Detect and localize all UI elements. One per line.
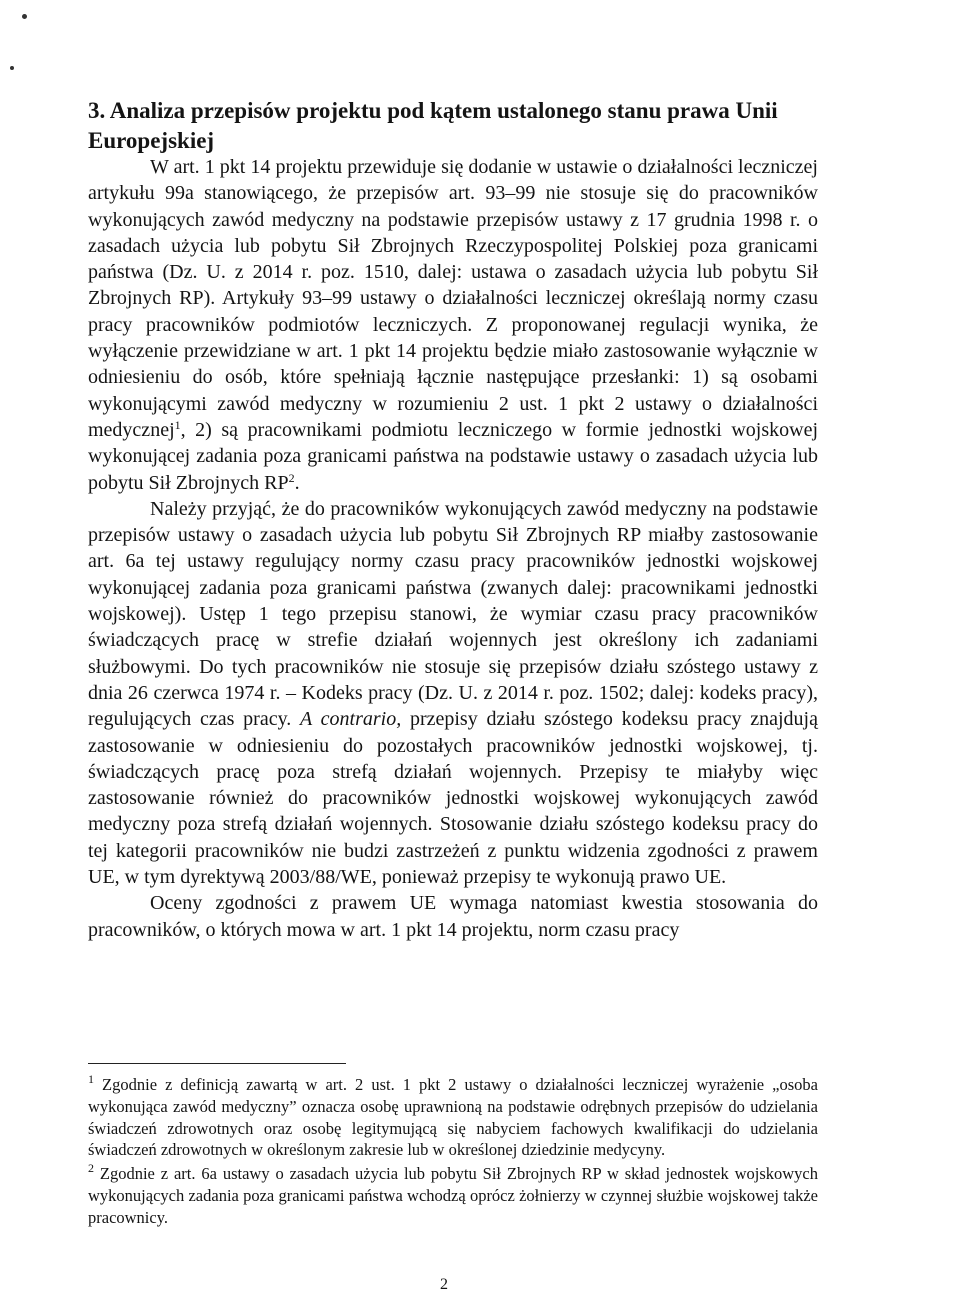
page-number: 2 <box>440 1276 448 1293</box>
paragraph-2-text-a: Należy przyjąć, że do pracowników wykonujących zawód medyczny na podstawie przepisów ustawy o zasadach użycia lub pobytu Sił Zbrojnych RP miałby zastosowanie art. 6a tej ustawy regulujący normy czasu pracy pracowników jednostki wojskowej wykonującej zadania poza granicami państwa (zwanych dalej: pracownikami jednostki wojskowej). Ustęp 1 tego przepisu stanowi, że wymiar czasu pracy pracowników świadczących pracę w strefie działań wojennych jest określony ich zadaniami służbowymi. Do tych pracowników nie stosuje się przepisów działu szóstego ustawy z dnia 26 czerwca 1974 r. – Kodeks pracy (Dz. U. z 2014 r. poz. 1502; dalej: kodeks pracy), regulujących czas pracy. <box>88 497 818 731</box>
paragraph-1-text-c: . <box>294 471 300 494</box>
paragraph-2-italic: A contrario, <box>300 708 402 731</box>
footnote-divider <box>88 1063 346 1064</box>
scan-speck <box>22 14 27 19</box>
section-heading <box>88 96 828 156</box>
section-title: Analiza przepisów projektu pod kątem ustalonego stanu prawa Unii Europejskiej <box>88 98 778 153</box>
footnote-1-marker: 1 <box>88 1072 94 1086</box>
body-text <box>88 154 818 943</box>
paragraph-1-text-a: W art. 1 pkt 14 projektu przewiduje się dodanie w ustawie o działalności leczniczej artykułu 99a stanowiącego, że przepisów art. 93–99 nie stosuje się do pracowników wykonujących zawód medyczny na podstawie przepisów ustawy z 17 grudnia 1998 r. o zasadach użycia lub pobytu Sił Zbrojnych Rzeczypospolitej Polskiej poza granicami państwa (Dz. U. z 2014 r. poz. 1510, dalej: ustawa o zasadach użycia lub pobytu Sił Zbrojnych RP). Artykuły 93–99 ustawy o działalności leczniczej określają normy czasu pracy pracowników podmiotów leczniczych. Z proponowanej regulacji wynika, że wyłączenie przewidziane w art. 1 pkt 14 projektu będzie miało zastosowanie wyłącznie w odniesieniu do osób, które spełniają łącznie następujące przesłanki: 1) są osobami wykonującymi zawód medyczny w rozumieniu 2 ust. 1 pkt 2 ustawy o działalności medycznej <box>88 156 818 441</box>
section-number: 3. <box>88 98 106 123</box>
paragraph-1 <box>88 154 818 496</box>
paragraph-2-text-b: przepisy działu szóstego kodeksu pracy znajdują zastosowanie w odniesieniu do pozostałych pracowników jednostki wojskowej, tj. świadczących pracę poza strefą działań wojennych. Przepisy te miałyby więc zastosowanie również do pracowników jednostki wojskowej wykonujących zawód medyczny poza strefą działań wojennych. Stosowanie działu szóstego kodeksu pracy do tej kategorii pracowników nie budzi zastrzeżeń z punktu widzenia zgodności z prawem UE, w tym dyrektywą 2003/88/WE, ponieważ przepisy te wykonują prawo UE. <box>88 708 818 889</box>
footnote-2 <box>88 1163 818 1228</box>
scan-speck <box>10 66 14 70</box>
paragraph-3: Oceny zgodności z prawem UE wymaga natomiast kwestia stosowania do pracowników, o których mowa w art. 1 pkt 14 projektu, norm czasu pracy <box>88 892 818 941</box>
footnote-2-marker: 2 <box>88 1161 94 1176</box>
footnote-1-text: Zgodnie z definicją zawartą w art. 2 ust. 1 pkt 2 ustawy o działalności leczniczej wyrażenie „osoba wykonująca zawód medyczny” oznacza osobę uprawnioną na podstawie odrębnych przepisów do udzielania świadczeń zdrowotnych oraz osobę legitymującą się nabyciem fachowych kwalifikacji do udzielania świadczeń zdrowotnych w określonym zakresie lub w określonej dziedzinie medycyny. <box>88 1075 818 1160</box>
paragraph-1-text-b: , 2) są pracownikami podmiotu leczniczego w formie jednostki wojskowej wykonującej zadania poza granicami państwa na podstawie ustawy o zasadach użycia lub pobytu Sił Zbrojnych RP <box>88 418 818 494</box>
footnotes <box>88 1074 818 1231</box>
paragraph-2 <box>88 496 818 890</box>
footnote-ref-2: 2 <box>288 470 295 485</box>
footnote-2-text: Zgodnie z art. 6a ustawy o zasadach użycia lub pobytu Sił Zbrojnych RP w skład jednostek wojskowych wykonujących zadania poza granicami państwa wchodzą oprócz żołnierzy w czynnej służbie wojskowej także pracownicy. <box>88 1164 818 1227</box>
footnote-ref-1: 1 <box>174 417 181 432</box>
footnote-1 <box>88 1074 818 1161</box>
